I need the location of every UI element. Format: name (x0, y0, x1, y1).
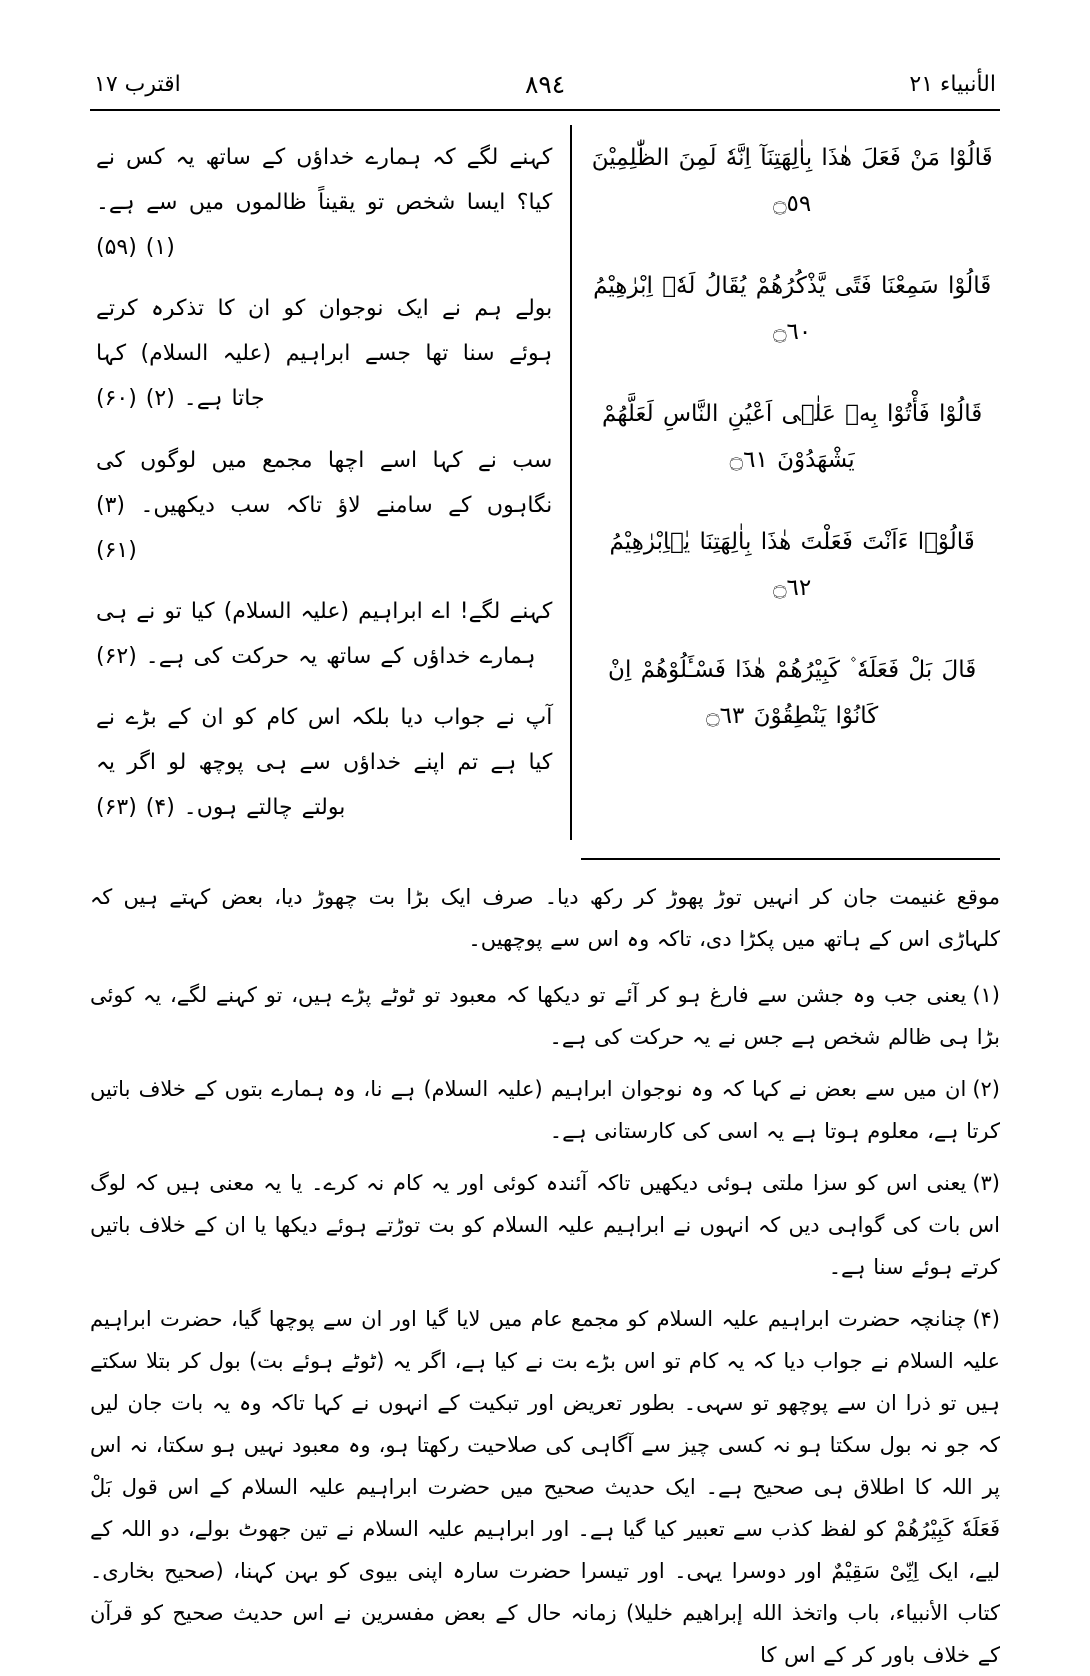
quran-verse: قَالُوْا مَنْ فَعَلَ هٰذَا بِاٰلِهَتِنَآ اِنَّهٗ لَمِنَ الظّٰلِمِيْنَ ۝٥٩ (591, 145, 993, 217)
arabic-verses-column (572, 125, 1000, 840)
footnote-item (90, 974, 1000, 1058)
footnote-text: یعنی اس کو سزا ملتی ہوئی دیکھیں تاکہ آئندہ کوئی اور یہ کام نہ کرے۔ یا یہ معنی ہیں کہ لوگ اس بات کی گواہی دیں کہ انہوں نے ابراہیم علیہ السلام کو بت توڑتے ہوئے دیکھا یا ان کے خلاف باتیں کرتے ہوئے سنا ہے۔ (90, 1171, 1000, 1280)
header-surah-label: الأنبياء ٢١ (909, 72, 996, 97)
footnote-item (90, 1298, 1000, 1676)
footnote-marker: (۲) (972, 1077, 1000, 1102)
quran-verse: قَالَ بَلْ فَعَلَهٗ ۫ كَبِيْرُهُمْ هٰذَا فَسْـَٔلُوْهُمْ اِنْ كَانُوْا يَنْطِقُوْنَ ۝٦٣ (608, 657, 977, 729)
footnote-marker: (۳) (972, 1171, 1000, 1196)
page-header (90, 70, 1000, 105)
footnote-marker: (۱) (972, 983, 1000, 1008)
translation-paragraph: کہنے لگے کہ ہمارے خداؤں کے ساتھ یہ کس نے کیا؟ ایسا شخص تو یقیناً ظالموں میں سے ہے۔ (۱) (۵۹) (96, 145, 553, 261)
footnote-text: ان میں سے بعض نے کہا کہ وہ نوجوان ابراہیم (علیہ السلام) ہے نا، وہ ہمارے بتوں کے خلاف باتیں کرتا ہے، معلوم ہوتا ہے یہ اسی کی کارستانی ہے۔ (90, 1077, 1000, 1144)
translation-paragraph: بولے ہم نے ایک نوجوان کو ان کا تذکرہ کرتے ہوئے سنا تھا جسے ابراہیم (علیہ السلام) کہا جاتا ہے۔ (۲) (۶۰) (96, 296, 553, 412)
translation-paragraph: آپ نے جواب دیا بلکہ اس کام کو ان کے بڑے نے کیا ہے تم اپنے خداؤں سے ہی پوچھ لو اگر یہ بولتے چالتے ہوں۔ (۴) (۶۳) (96, 705, 553, 821)
quran-verse: قَالُوْۤا ءَاَنْتَ فَعَلْتَ هٰذَا بِاٰلِهَتِنَا يٰۤاِبْرٰهِيْمُ ۝٦٢ (609, 529, 975, 601)
footnote-divider (581, 858, 1000, 860)
quran-verse: قَالُوْا سَمِعْنَا فَتًى يَّذْكُرُهُمْ يُقَالُ لَهٗۤ اِبْرٰهِيْمُ ۝٦٠ (593, 273, 992, 345)
footnote-text: یعنی جب وہ جشن سے فارغ ہو کر آئے تو دیکھا کہ معبود تو ٹوٹے پڑے ہیں، تو کہنے لگے، یہ کوئی بڑا ہی ظالم شخص ہے جس نے یہ حرکت کی ہے۔ (90, 983, 1000, 1050)
footnote-item (90, 1068, 1000, 1152)
header-para-label: اقترب ١٧ (94, 72, 181, 97)
header-divider (90, 109, 1000, 111)
translation-paragraph: سب نے کہا اسے اچھا مجمع میں لوگوں کی نگاہوں کے سامنے لاؤ تاکہ سب دیکھیں۔ (۳) (۶۱) (96, 447, 553, 563)
urdu-translation-column (90, 125, 572, 840)
page-number: ٨٩٤ (524, 70, 566, 99)
footnote-item (90, 1162, 1000, 1288)
verse-translation-block (90, 125, 1000, 840)
translation-paragraph: کہنے لگے! اے ابراہیم (علیہ السلام) کیا تو نے ہی ہمارے خداؤں کے ساتھ یہ حرکت کی ہے۔ (۶۲) (96, 598, 553, 669)
footnote-marker: (۴) (972, 1307, 1000, 1332)
commentary-lead: موقع غنیمت جان کر انہیں توڑ پھوڑ کر رکھ دیا۔ صرف ایک بڑا بت چھوڑ دیا، بعض کہتے ہیں کہ کلہاڑی اس کے ہاتھ میں پکڑا دی، تاکہ وہ اس سے پوچھیں۔ (90, 885, 1000, 952)
quran-verse: قَالُوْا فَأْتُوْا بِهٖ عَلٰۤى اَعْيُنِ النَّاسِ لَعَلَّهُمْ يَشْهَدُوْنَ ۝٦١ (602, 401, 983, 473)
commentary-section (90, 876, 1000, 1676)
footnote-text: چنانچہ حضرت ابراہیم علیہ السلام کو مجمع عام میں لایا گیا اور ان سے پوچھا گیا، حضرت ابراہیم علیہ السلام نے جواب دیا کہ یہ کام تو اس بڑے بت نے کیا ہے، اگر یہ (ٹوٹے ہوئے بت) بول کر بتلا سکتے ہیں تو ذرا ان سے پوچھو تو سہی۔ بطور تعریض اور تبکیت کے انہوں نے کہا تاکہ وہ یہ بات جان لیں کہ جو نہ بول سکتا ہو نہ کسی چیز سے آگاہی کی صلاحیت رکھتا ہو، وہ معبود نہیں ہو سکتا، نہ اس پر اللہ کا اطلاق ہی صحیح ہے۔ ایک حدیث صحیح میں حضرت ابراہیم علیہ السلام کے اس قول بَلْ فَعَلَهٗ كَبِيْرُهُمْ کو لفظ کذب سے تعبیر کیا گیا ہے۔ اور ابراہیم علیہ السلام نے تین جھوٹ بولے، دو اللہ کے لیے، ایک اِنِّیْ سَقِیْمٌ اور دوسرا یہی۔ اور تیسرا حضرت سارہ اپنی بیوی کو بہن کہنا، (صحیح بخاری۔ کتاب الأنبیاء، باب واتخذ الله إبراهيم خليلا) زمانہ حال کے بعض مفسرین نے اس حدیث صحیح کو قرآن کے خلاف باور کر کے اس کا (90, 1307, 1000, 1668)
